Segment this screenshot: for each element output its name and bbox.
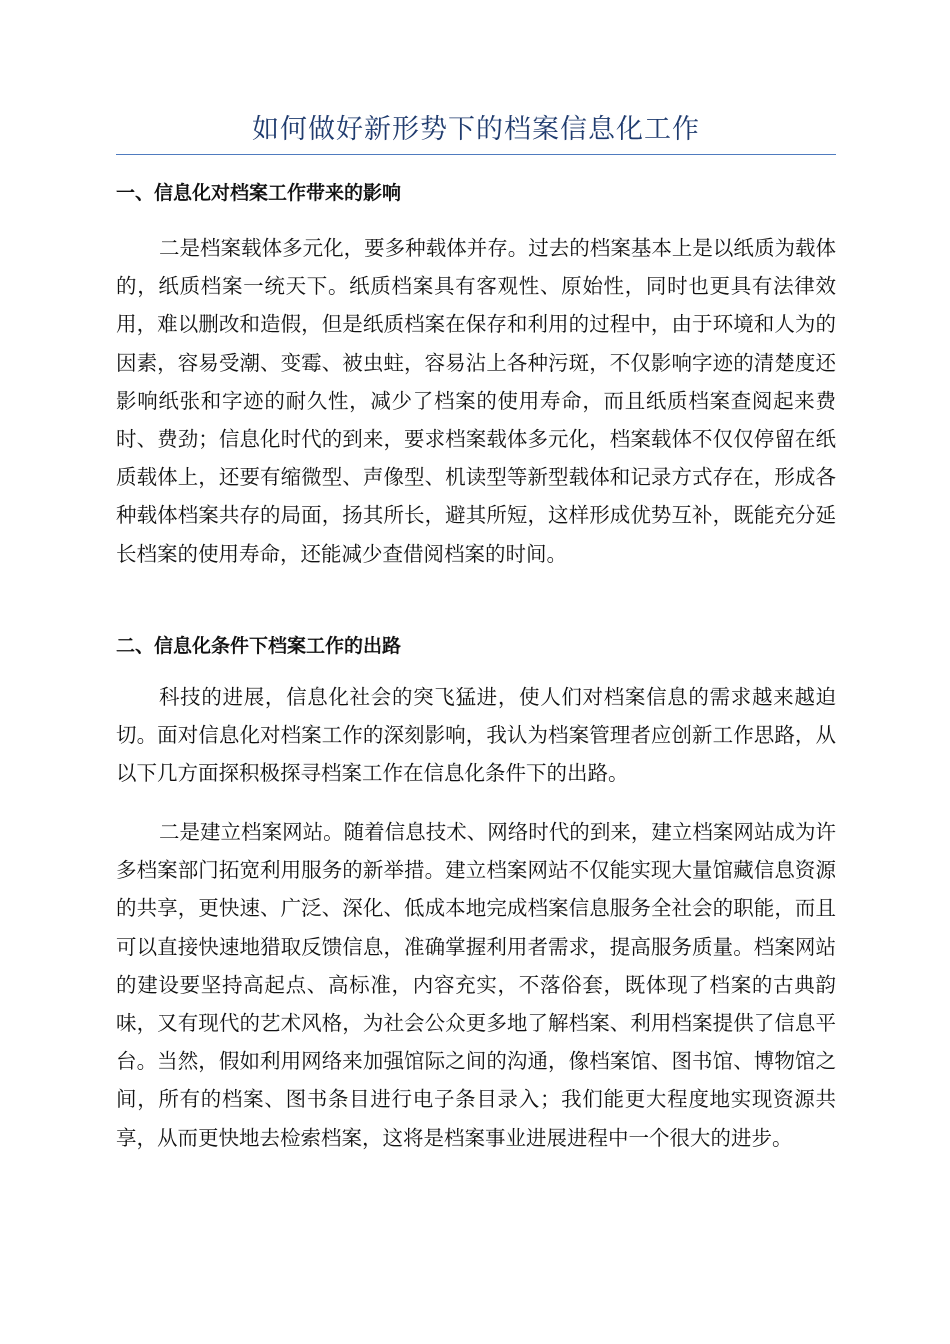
section-1-paragraph-1: 二是档案载体多元化，要多种载体并存。过去的档案基本上是以纸质为载体的，纸质档案一统天下。纸质档案具有客观性、原始性，同时也更具有法律效用，难以删改和造假，但是纸质档案在保存和利用的过程中，由于环境和人为的因素，容易受潮、变霉、被虫蛀，容易沾上各种污斑，不仅影响字迹的清楚度还影响纸张和字迹的耐久性，减少了档案的使用寿命，而且纸质档案查阅起来费时、费劲；信息化时代的到来，要求档案载体多元化，档案载体不仅仅停留在纸质载体上，还要有缩微型、声像型、机读型等新型载体和记录方式存在，形成各种载体档案共存的局面，扬其所长，避其所短，这样形成优势互补，既能充分延长档案的使用寿命，还能减少查借阅档案的时间。 — [116, 236, 836, 566]
section-heading-2: 二、信息化条件下档案工作的出路 — [116, 635, 402, 657]
section-2-paragraph-2: 二是建立档案网站。随着信息技术、网络时代的到来，建立档案网站成为许多档案部门拓宽利用服务的新举措。建立档案网站不仅能实现大量馆藏信息资源的共享，更快速、广泛、深化、低成本地完成档案信息服务全社会的职能，而且可以直接快速地猎取反馈信息，准确掌握利用者需求，提高服务质量。档案网站的建设要坚持高起点、高标准，内容充实，不落俗套，既体现了档案的古典韵味，又有现代的艺术风格，为社会公众更多地了解档案、利用档案提供了信息平台。当然，假如利用网络来加强馆际之间的沟通，像档案馆、图书馆、博物馆之间，所有的档案、图书条目进行电子条目录入；我们能更大程度地实现资源共享，从而更快地去检索档案，这将是档案事业进展进程中一个很大的进步。 — [116, 820, 836, 1150]
section-2-paragraph-1: 科技的进展，信息化社会的突飞猛进，使人们对档案信息的需求越来越迫切。面对信息化对档案工作的深刻影响，我认为档案管理者应创新工作思路，从以下几方面探积极探寻档案工作在信息化条件下的出路。 — [116, 685, 836, 786]
document-title: 如何做好新形势下的档案信息化工作 — [252, 114, 700, 145]
title-underline — [116, 154, 836, 155]
section-heading-1: 一、信息化对档案工作带来的影响 — [116, 182, 402, 204]
